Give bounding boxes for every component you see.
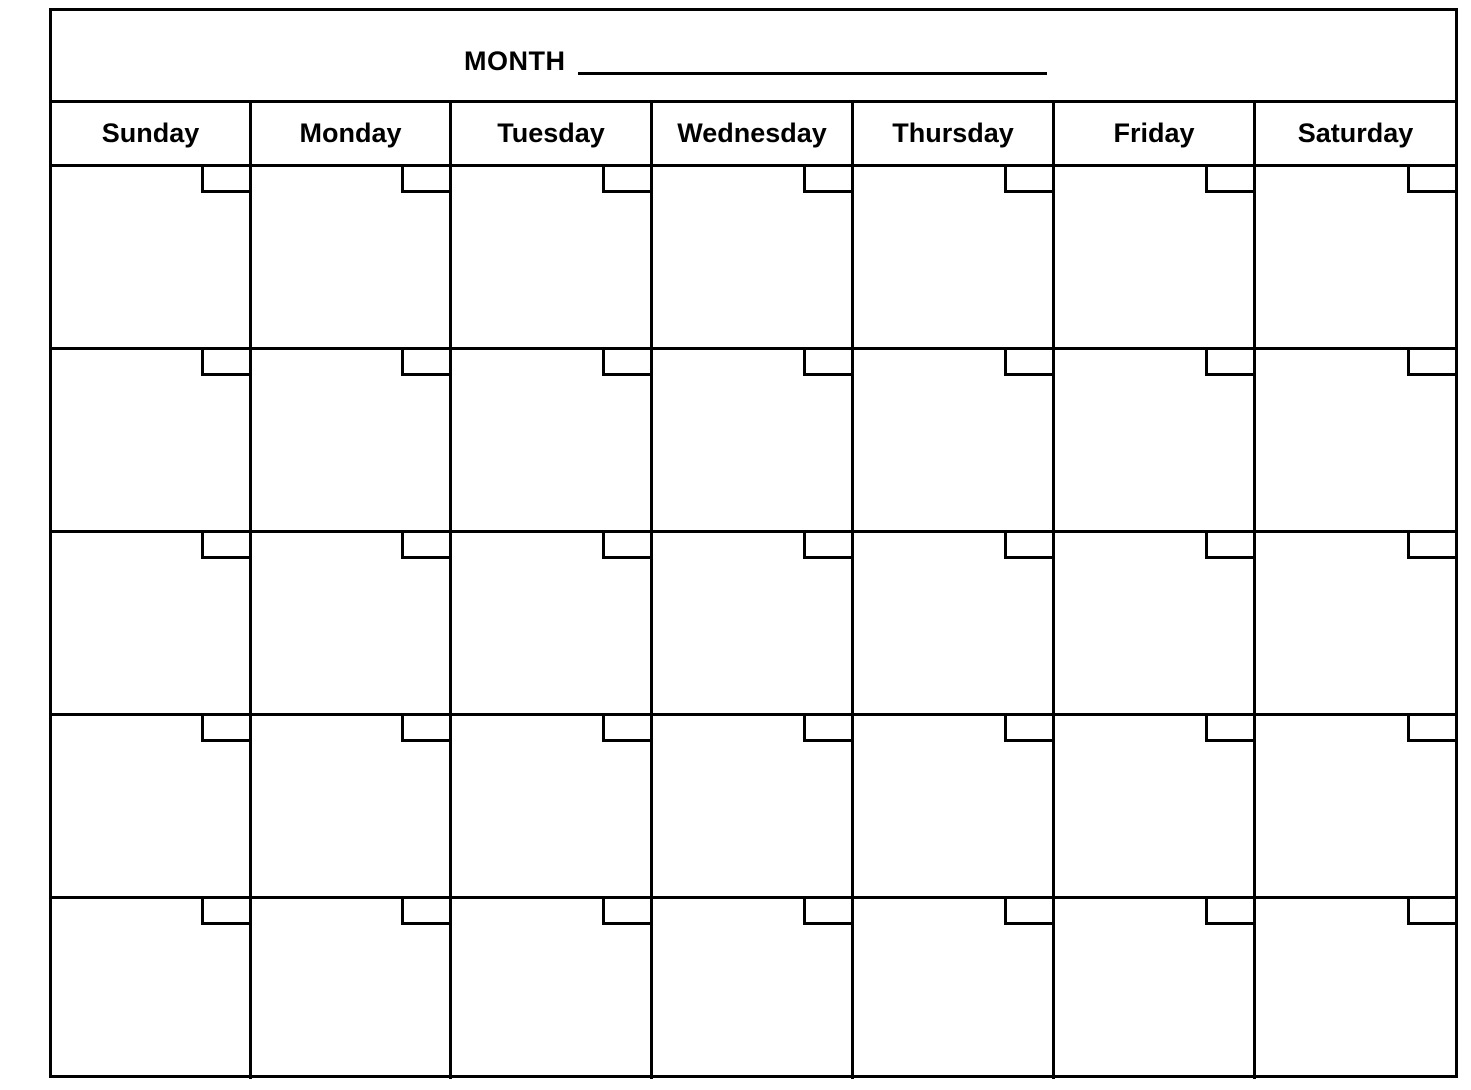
date-number-box[interactable] bbox=[602, 167, 650, 193]
day-cell-saturday[interactable] bbox=[1256, 167, 1455, 347]
date-number-box[interactable] bbox=[1004, 533, 1052, 559]
day-cell-monday[interactable] bbox=[252, 350, 452, 530]
week-row bbox=[52, 899, 1455, 1079]
date-number-box[interactable] bbox=[1004, 350, 1052, 376]
date-number-box[interactable] bbox=[602, 533, 650, 559]
date-number-box[interactable] bbox=[401, 899, 449, 925]
date-number-box[interactable] bbox=[803, 899, 851, 925]
date-number-box[interactable] bbox=[1205, 167, 1253, 193]
date-number-box[interactable] bbox=[1407, 533, 1455, 559]
day-cell-monday[interactable] bbox=[252, 167, 452, 347]
weekday-header-thursday: Thursday bbox=[854, 103, 1055, 164]
weekday-header-wednesday: Wednesday bbox=[653, 103, 854, 164]
day-cell-sunday[interactable] bbox=[52, 167, 252, 347]
date-number-box[interactable] bbox=[1205, 533, 1253, 559]
day-cell-sunday[interactable] bbox=[52, 533, 252, 713]
day-cell-wednesday[interactable] bbox=[653, 350, 854, 530]
day-cell-friday[interactable] bbox=[1055, 350, 1256, 530]
day-cell-tuesday[interactable] bbox=[452, 167, 653, 347]
month-label: MONTH bbox=[464, 46, 566, 76]
day-cell-tuesday[interactable] bbox=[452, 899, 653, 1079]
week-row bbox=[52, 167, 1455, 350]
date-number-box[interactable] bbox=[1004, 167, 1052, 193]
weekday-header-saturday: Saturday bbox=[1297, 118, 1414, 148]
day-cell-thursday[interactable] bbox=[854, 167, 1055, 347]
date-number-box[interactable] bbox=[602, 899, 650, 925]
date-number-box[interactable] bbox=[401, 167, 449, 193]
date-number-box[interactable] bbox=[201, 716, 249, 742]
day-cell-sunday[interactable] bbox=[52, 350, 252, 530]
calendar-sheet bbox=[49, 8, 1458, 1078]
date-number-box[interactable] bbox=[401, 716, 449, 742]
day-cell-friday[interactable] bbox=[1055, 899, 1256, 1079]
date-number-box[interactable] bbox=[602, 716, 650, 742]
day-cell-tuesday[interactable] bbox=[452, 350, 653, 530]
week-row bbox=[52, 350, 1455, 533]
month-write-in-line[interactable] bbox=[578, 72, 1047, 75]
day-cell-saturday[interactable] bbox=[1256, 899, 1455, 1079]
date-number-box[interactable] bbox=[1407, 716, 1455, 742]
weekday-header-tuesday: Tuesday bbox=[452, 103, 653, 164]
date-number-box[interactable] bbox=[803, 167, 851, 193]
date-number-box[interactable] bbox=[803, 533, 851, 559]
day-cell-wednesday[interactable] bbox=[653, 899, 854, 1079]
weekday-header-row bbox=[52, 103, 1455, 167]
day-cell-friday[interactable] bbox=[1055, 533, 1256, 713]
date-number-box[interactable] bbox=[602, 350, 650, 376]
date-number-box[interactable] bbox=[201, 899, 249, 925]
day-cell-monday[interactable] bbox=[252, 533, 452, 713]
date-number-box[interactable] bbox=[1407, 350, 1455, 376]
day-cell-thursday[interactable] bbox=[854, 716, 1055, 896]
day-cell-friday[interactable] bbox=[1055, 716, 1256, 896]
date-number-box[interactable] bbox=[803, 716, 851, 742]
day-cell-tuesday[interactable] bbox=[452, 533, 653, 713]
day-cell-wednesday[interactable] bbox=[653, 167, 854, 347]
day-cell-sunday[interactable] bbox=[52, 899, 252, 1079]
date-number-box[interactable] bbox=[401, 533, 449, 559]
day-cell-tuesday[interactable] bbox=[452, 716, 653, 896]
day-cell-saturday[interactable] bbox=[1256, 350, 1455, 530]
date-number-box[interactable] bbox=[1205, 899, 1253, 925]
date-number-box[interactable] bbox=[1205, 716, 1253, 742]
day-cell-sunday[interactable] bbox=[52, 716, 252, 896]
day-cell-saturday[interactable] bbox=[1256, 533, 1455, 713]
weekday-header-friday: Friday bbox=[1055, 103, 1256, 164]
day-cell-friday[interactable] bbox=[1055, 167, 1256, 347]
date-number-box[interactable] bbox=[1205, 350, 1253, 376]
date-number-box[interactable] bbox=[1004, 899, 1052, 925]
date-number-box[interactable] bbox=[201, 167, 249, 193]
day-cell-wednesday[interactable] bbox=[653, 533, 854, 713]
week-row bbox=[52, 716, 1455, 899]
date-number-box[interactable] bbox=[1407, 167, 1455, 193]
date-number-box[interactable] bbox=[201, 533, 249, 559]
date-number-box[interactable] bbox=[1407, 899, 1455, 925]
date-number-box[interactable] bbox=[201, 350, 249, 376]
day-cell-monday[interactable] bbox=[252, 716, 452, 896]
day-cell-thursday[interactable] bbox=[854, 350, 1055, 530]
title-bar bbox=[52, 11, 1455, 103]
weeks-container bbox=[52, 167, 1455, 1079]
date-number-box[interactable] bbox=[1004, 716, 1052, 742]
day-cell-monday[interactable] bbox=[252, 899, 452, 1079]
calendar-grid bbox=[52, 103, 1455, 1079]
day-cell-thursday[interactable] bbox=[854, 533, 1055, 713]
weekday-header-monday: Monday bbox=[252, 103, 452, 164]
day-cell-thursday[interactable] bbox=[854, 899, 1055, 1079]
date-number-box[interactable] bbox=[401, 350, 449, 376]
date-number-box[interactable] bbox=[803, 350, 851, 376]
week-row bbox=[52, 533, 1455, 716]
day-cell-wednesday[interactable] bbox=[653, 716, 854, 896]
weekday-header-sunday: Sunday bbox=[52, 103, 252, 164]
day-cell-saturday[interactable] bbox=[1256, 716, 1455, 896]
